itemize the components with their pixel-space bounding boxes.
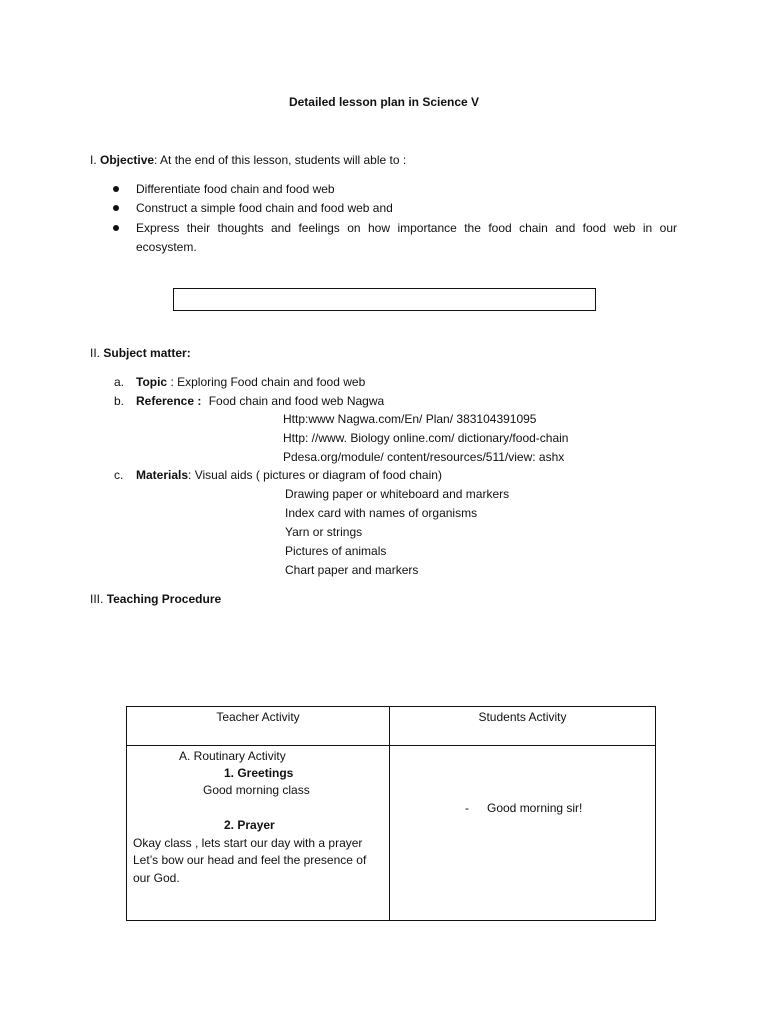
- teaching-procedure-numeral: III.: [90, 592, 104, 606]
- teaching-procedure-label: Teaching Procedure: [106, 592, 222, 606]
- greetings-heading: 1. Greetings: [224, 766, 294, 780]
- subject-matter-label: Subject matter:: [103, 346, 191, 360]
- objective-item: Express their thoughts and feelings on how importance the food chain and food web in our: [136, 221, 677, 235]
- reference-line: [136, 395, 384, 407]
- objective-heading: [90, 154, 406, 166]
- prayer-text: Okay class , lets start our day with a prayer: [133, 836, 363, 850]
- bullet-icon: [113, 225, 119, 231]
- teacher-activity-header: Teacher Activity: [127, 707, 390, 746]
- materials-item: Yarn or strings: [285, 525, 363, 539]
- materials-item: Index card with names of organisms: [285, 506, 478, 520]
- reference-label: Reference :: [136, 394, 202, 408]
- bullet-icon: [113, 186, 119, 192]
- materials-letter: c.: [114, 468, 124, 482]
- topic-letter: a.: [114, 375, 125, 389]
- materials-item: Chart paper and markers: [285, 563, 419, 577]
- teacher-activity-cell: [127, 746, 390, 921]
- response-dash: -: [465, 801, 469, 815]
- table-row: [127, 746, 656, 921]
- bullet-icon: [113, 205, 119, 211]
- reference-text: Food chain and food web Nagwa: [208, 394, 385, 408]
- reference-link: Http: //www. Biology online.com/ dictionary/food-chain: [283, 431, 569, 445]
- objective-label: Objective: [100, 153, 155, 167]
- objective-numeral: I.: [90, 153, 97, 167]
- prayer-heading: 2. Prayer: [224, 818, 275, 832]
- activity-table: [126, 706, 656, 921]
- greetings-text: Good morning class: [203, 783, 310, 797]
- page-title: Detailed lesson plan in Science V: [288, 95, 480, 109]
- topic-label: Topic: [136, 375, 168, 389]
- subject-matter-heading: [90, 347, 191, 359]
- topic-line: [136, 376, 365, 388]
- reference-link: Pdesa.org/module/ content/resources/511/view: ashx: [283, 450, 565, 464]
- topic-text: : Exploring Food chain and food web: [167, 375, 366, 389]
- students-activity-cell: [390, 746, 656, 921]
- teaching-procedure-heading: [90, 593, 221, 605]
- materials-text: : Visual aids ( pictures or diagram of food chain): [188, 468, 442, 482]
- student-response: Good morning sir!: [487, 801, 583, 815]
- reference-link: Http:www Nagwa.com/En/ Plan/ 383104391095: [283, 412, 537, 426]
- materials-label: Materials: [136, 468, 189, 482]
- materials-item: Drawing paper or whiteboard and markers: [285, 487, 510, 501]
- subject-matter-numeral: II.: [90, 346, 101, 360]
- prayer-text: Let’s bow our head and feel the presence of: [133, 853, 367, 867]
- empty-box: [173, 288, 596, 311]
- materials-line: [136, 469, 442, 481]
- objective-item: Construct a simple food chain and food web and: [136, 201, 393, 215]
- objective-intro: : At the end of this lesson, students will able to :: [154, 153, 407, 167]
- prayer-text: our God.: [133, 871, 180, 885]
- routinary-activity: A. Routinary Activity: [179, 749, 286, 763]
- reference-letter: b.: [114, 394, 125, 408]
- table-header-row: [127, 707, 656, 746]
- objective-item-continuation: ecosystem.: [136, 240, 197, 254]
- students-activity-header: Students Activity: [390, 707, 656, 746]
- materials-item: Pictures of animals: [285, 544, 387, 558]
- objective-item: Differentiate food chain and food web: [136, 182, 335, 196]
